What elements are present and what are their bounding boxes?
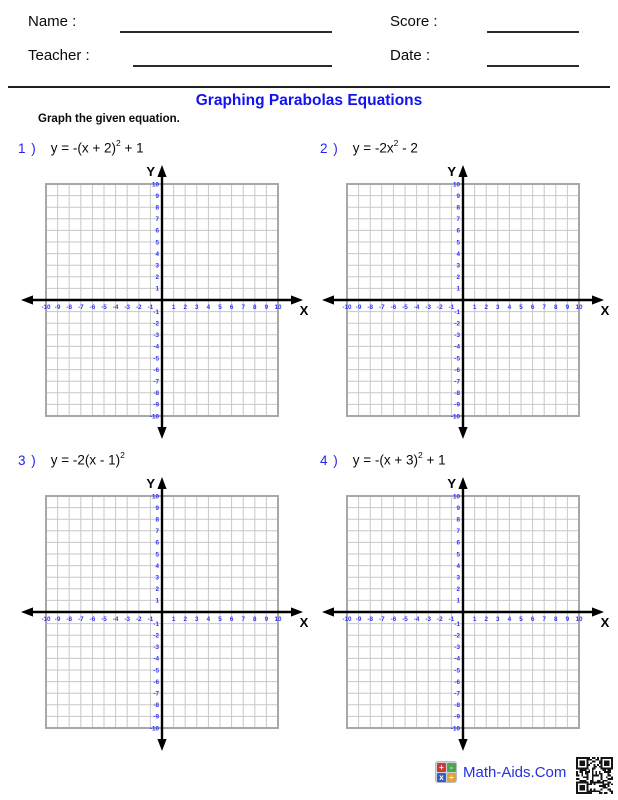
svg-text:9: 9 (155, 504, 159, 512)
svg-text:10: 10 (452, 181, 460, 189)
equation-exponent: 2 (116, 138, 121, 148)
problem-2-equation (353, 139, 418, 156)
svg-text:7: 7 (542, 616, 546, 623)
svg-text:-10: -10 (149, 413, 159, 421)
svg-text:-7: -7 (454, 690, 460, 698)
problem-2-number: 2 ) (320, 140, 339, 156)
svg-text:-8: -8 (153, 390, 159, 398)
equation-base: y = -2x (352, 140, 394, 156)
svg-text:6: 6 (229, 616, 234, 623)
svg-text:6: 6 (155, 539, 159, 547)
svg-text:8: 8 (155, 516, 159, 524)
svg-text:-6: -6 (390, 304, 397, 311)
svg-text:-3: -3 (425, 616, 432, 623)
logo-operator-1: - (447, 763, 456, 772)
svg-text:3: 3 (456, 574, 460, 582)
svg-text:3: 3 (456, 262, 460, 270)
svg-text:1: 1 (472, 616, 477, 623)
svg-text:-10: -10 (450, 725, 460, 733)
svg-text:6: 6 (456, 539, 460, 547)
svg-text:-4: -4 (112, 616, 119, 623)
svg-text:2: 2 (183, 304, 187, 311)
svg-text:Y: Y (447, 164, 456, 179)
problem-4-header (320, 451, 446, 468)
svg-text:-6: -6 (89, 304, 96, 311)
svg-text:-10: -10 (342, 616, 352, 623)
svg-text:-2: -2 (153, 320, 159, 328)
svg-text:6: 6 (530, 304, 535, 311)
svg-text:-3: -3 (124, 304, 131, 311)
svg-text:1: 1 (456, 597, 460, 605)
svg-text:-1: -1 (454, 308, 460, 316)
svg-text:4: 4 (507, 616, 512, 623)
svg-text:-5: -5 (454, 355, 460, 363)
svg-text:10: 10 (151, 493, 159, 501)
svg-text:-9: -9 (454, 713, 460, 721)
coordinate-grid-3 (10, 474, 312, 754)
teacher-blank-line (133, 65, 332, 67)
svg-text:1: 1 (472, 304, 477, 311)
svg-text:7: 7 (456, 528, 460, 536)
svg-text:Y: Y (146, 476, 155, 491)
problem-3-header (18, 451, 125, 468)
svg-text:-9: -9 (54, 304, 61, 311)
svg-text:2: 2 (155, 274, 159, 282)
svg-text:-1: -1 (147, 304, 154, 311)
svg-text:1: 1 (155, 285, 159, 293)
svg-text:-10: -10 (149, 725, 159, 733)
qr-code (576, 757, 613, 794)
svg-text:-8: -8 (454, 702, 460, 710)
coordinate-grid-2 (311, 162, 613, 442)
problem-2-header (320, 139, 418, 156)
svg-text:-7: -7 (77, 304, 84, 311)
svg-text:-7: -7 (378, 616, 385, 623)
coordinate-grid-1 (10, 162, 312, 442)
svg-text:7: 7 (241, 616, 245, 623)
svg-text:6: 6 (530, 616, 535, 623)
svg-text:-3: -3 (425, 304, 432, 311)
name-label: Name : (28, 13, 77, 30)
problem-1-number: 1 ) (18, 140, 37, 156)
math-aids-logo-icon (435, 761, 457, 783)
page-title: Graphing Parabolas Equations (195, 92, 423, 109)
svg-text:-5: -5 (101, 616, 107, 623)
svg-text:-1: -1 (147, 616, 154, 623)
instruction-text: Graph the given equation. (38, 113, 180, 125)
equation-exponent: 2 (393, 138, 399, 148)
svg-text:-5: -5 (101, 304, 107, 311)
svg-text:2: 2 (155, 586, 159, 594)
svg-text:10: 10 (274, 304, 282, 311)
svg-text:1: 1 (171, 616, 176, 623)
svg-text:-8: -8 (66, 616, 73, 623)
svg-text:5: 5 (519, 616, 523, 623)
problem-1-equation (51, 139, 144, 156)
equation-suffix: + 1 (120, 140, 144, 156)
svg-text:9: 9 (565, 616, 570, 623)
teacher-label: Teacher : (28, 47, 90, 64)
svg-text:3: 3 (496, 304, 500, 311)
svg-text:2: 2 (183, 616, 187, 623)
svg-text:1: 1 (155, 597, 159, 605)
svg-text:-9: -9 (153, 713, 159, 721)
svg-text:-10: -10 (41, 616, 51, 623)
svg-text:8: 8 (155, 204, 159, 212)
logo-operator-3: ÷ (447, 773, 456, 782)
svg-text:-4: -4 (454, 655, 460, 663)
svg-text:5: 5 (218, 616, 222, 623)
svg-text:10: 10 (452, 493, 460, 501)
svg-text:-8: -8 (367, 616, 374, 623)
equation-base: y = -(x + 2) (50, 140, 117, 156)
svg-text:-7: -7 (77, 616, 84, 623)
svg-text:2: 2 (484, 616, 488, 623)
svg-text:9: 9 (456, 192, 460, 200)
svg-text:-8: -8 (367, 304, 374, 311)
svg-text:X: X (299, 303, 309, 318)
date-blank-line (487, 65, 579, 67)
svg-text:-1: -1 (454, 620, 460, 628)
svg-text:Y: Y (447, 476, 456, 491)
svg-text:-8: -8 (66, 304, 73, 311)
svg-text:-3: -3 (454, 644, 460, 652)
svg-text:6: 6 (456, 227, 460, 235)
svg-text:-10: -10 (41, 304, 51, 311)
svg-text:-6: -6 (454, 366, 460, 374)
logo-operator-0: + (437, 763, 446, 772)
svg-text:-1: -1 (448, 304, 455, 311)
svg-text:-10: -10 (450, 413, 460, 421)
svg-text:-7: -7 (378, 304, 385, 311)
svg-text:-6: -6 (390, 616, 397, 623)
svg-text:-8: -8 (454, 390, 460, 398)
svg-text:1: 1 (456, 285, 460, 293)
svg-text:7: 7 (241, 304, 245, 311)
svg-text:-9: -9 (355, 616, 362, 623)
svg-text:7: 7 (155, 528, 159, 536)
problem-3-equation (51, 451, 125, 468)
svg-text:10: 10 (575, 304, 583, 311)
svg-text:4: 4 (206, 304, 211, 311)
svg-text:-2: -2 (436, 304, 443, 311)
svg-text:Y: Y (146, 164, 155, 179)
score-blank-line (487, 31, 579, 33)
svg-text:-6: -6 (153, 366, 159, 374)
svg-text:3: 3 (195, 616, 199, 623)
svg-text:-2: -2 (135, 616, 142, 623)
header-divider (8, 86, 610, 88)
svg-text:-5: -5 (153, 667, 159, 675)
svg-text:5: 5 (155, 551, 159, 559)
svg-text:5: 5 (519, 304, 523, 311)
svg-text:-2: -2 (436, 616, 443, 623)
svg-text:-4: -4 (413, 304, 420, 311)
svg-text:9: 9 (264, 304, 269, 311)
svg-text:8: 8 (253, 304, 257, 311)
svg-text:-6: -6 (89, 616, 96, 623)
svg-text:-2: -2 (454, 632, 460, 640)
svg-text:5: 5 (456, 239, 460, 247)
brand-name: Math-Aids.Com (463, 764, 567, 781)
svg-text:7: 7 (542, 304, 546, 311)
svg-text:4: 4 (456, 562, 460, 570)
name-blank-line (120, 31, 332, 33)
equation-suffix: - 2 (398, 140, 418, 156)
equation-exponent: 2 (120, 450, 125, 460)
svg-text:4: 4 (206, 616, 211, 623)
svg-text:10: 10 (274, 616, 282, 623)
svg-text:-3: -3 (153, 644, 159, 652)
coordinate-grid-4 (311, 474, 613, 754)
svg-text:-8: -8 (153, 702, 159, 710)
svg-text:4: 4 (456, 250, 460, 258)
svg-text:-2: -2 (454, 320, 460, 328)
svg-text:3: 3 (496, 616, 500, 623)
svg-text:3: 3 (155, 262, 159, 270)
svg-text:3: 3 (155, 574, 159, 582)
svg-text:-2: -2 (153, 632, 159, 640)
logo-operator-2: x (437, 773, 446, 782)
svg-text:-3: -3 (124, 616, 131, 623)
problem-3-number: 3 ) (18, 452, 37, 468)
problem-4-number: 4 ) (320, 452, 339, 468)
svg-text:-6: -6 (454, 678, 460, 686)
svg-text:8: 8 (456, 204, 460, 212)
svg-text:-9: -9 (355, 304, 362, 311)
svg-text:10: 10 (575, 616, 583, 623)
problem-1-header (18, 139, 144, 156)
score-label: Score : (390, 13, 438, 30)
svg-text:-5: -5 (153, 355, 159, 363)
svg-text:7: 7 (456, 216, 460, 224)
svg-text:-5: -5 (402, 616, 408, 623)
svg-text:4: 4 (155, 250, 159, 258)
svg-text:-7: -7 (153, 378, 159, 386)
svg-text:2: 2 (456, 586, 460, 594)
svg-text:X: X (600, 615, 610, 630)
svg-text:9: 9 (155, 192, 159, 200)
svg-text:-6: -6 (153, 678, 159, 686)
equation-base: y = -2(x - 1) (50, 452, 121, 468)
svg-text:2: 2 (484, 304, 488, 311)
svg-text:4: 4 (507, 304, 512, 311)
equation-exponent: 2 (418, 450, 423, 460)
svg-text:X: X (299, 615, 309, 630)
svg-text:8: 8 (456, 516, 460, 524)
svg-text:-4: -4 (153, 655, 159, 663)
svg-text:-10: -10 (342, 304, 352, 311)
svg-text:-4: -4 (454, 343, 460, 351)
svg-text:-4: -4 (413, 616, 420, 623)
svg-text:-4: -4 (153, 343, 159, 351)
svg-text:6: 6 (229, 304, 234, 311)
svg-text:-7: -7 (454, 378, 460, 386)
equation-suffix: + 1 (422, 452, 446, 468)
svg-text:7: 7 (155, 216, 159, 224)
svg-text:5: 5 (456, 551, 460, 559)
svg-text:1: 1 (171, 304, 176, 311)
svg-text:2: 2 (456, 274, 460, 282)
svg-text:4: 4 (155, 562, 159, 570)
svg-text:X: X (600, 303, 610, 318)
equation-base: y = -(x + 3) (352, 452, 419, 468)
svg-text:-1: -1 (153, 620, 159, 628)
svg-text:-1: -1 (153, 308, 159, 316)
svg-text:9: 9 (565, 304, 570, 311)
svg-text:-7: -7 (153, 690, 159, 698)
svg-text:5: 5 (218, 304, 222, 311)
svg-text:-9: -9 (153, 401, 159, 409)
svg-text:-5: -5 (454, 667, 460, 675)
svg-text:-9: -9 (54, 616, 61, 623)
svg-text:-4: -4 (112, 304, 119, 311)
date-label: Date : (390, 47, 431, 64)
problem-4-equation (353, 451, 446, 468)
svg-text:8: 8 (554, 616, 558, 623)
svg-text:6: 6 (155, 227, 159, 235)
svg-text:-9: -9 (454, 401, 460, 409)
svg-text:8: 8 (253, 616, 257, 623)
svg-text:9: 9 (264, 616, 269, 623)
svg-text:-2: -2 (135, 304, 142, 311)
svg-text:-5: -5 (402, 304, 408, 311)
svg-text:-3: -3 (454, 332, 460, 340)
svg-text:5: 5 (155, 239, 159, 247)
svg-text:3: 3 (195, 304, 199, 311)
svg-text:-1: -1 (448, 616, 455, 623)
svg-text:-3: -3 (153, 332, 159, 340)
svg-text:10: 10 (151, 181, 159, 189)
svg-text:8: 8 (554, 304, 558, 311)
svg-text:9: 9 (456, 504, 460, 512)
